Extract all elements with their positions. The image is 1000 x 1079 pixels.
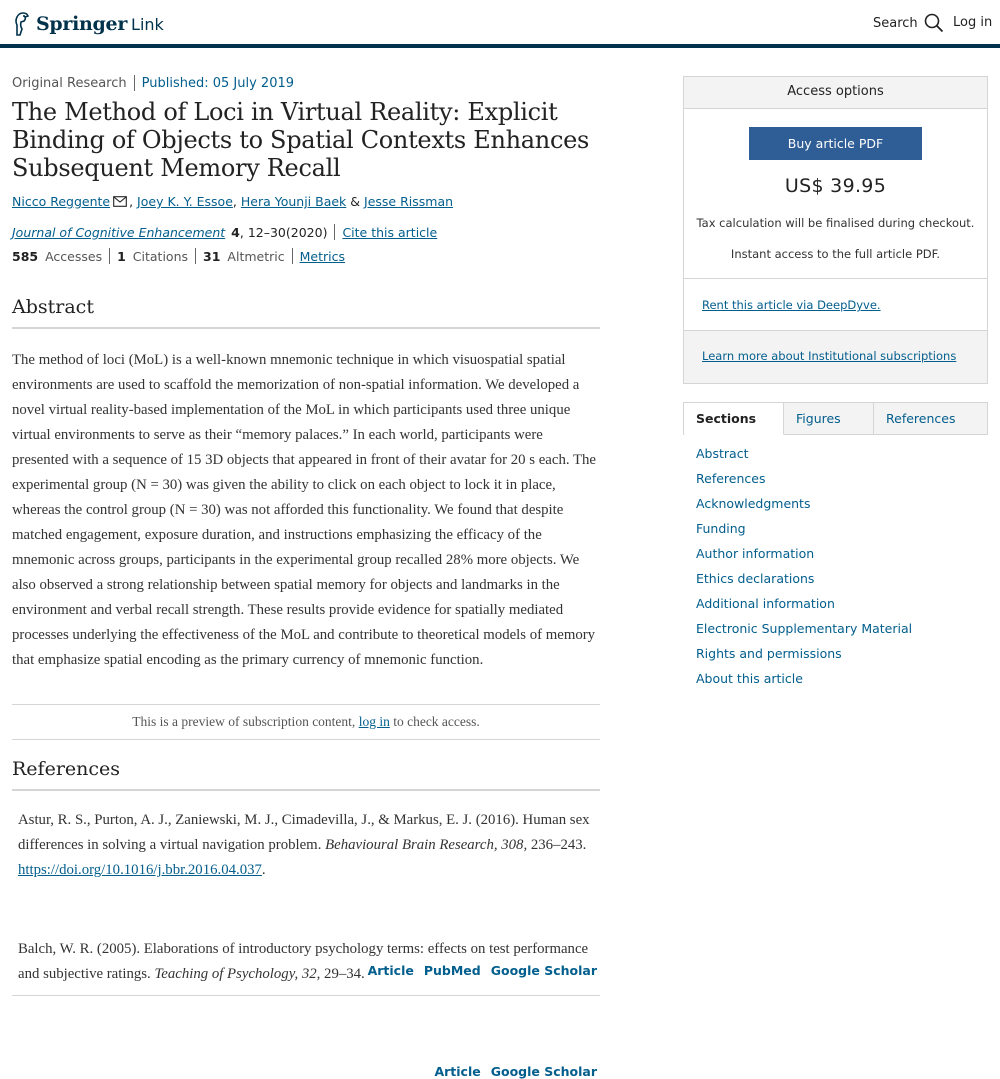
- abstract-text: The method of loci (MoL) is a well-known mnemonic technique in which visuospatial spatial environments are used to scaffold the memorization of non-spatial information. We developed a novel virtual reality-based implementation of the MoL in which participants used three unique virtual environments to serve as their “memory palaces.” In each world, participants were presented with a sequence of 15 3D objects that appeared in front of their avatar for 20 s each. The experimental group (N = 30) was given the ability to click on each object to lock it in place, whereas the control group (N = 30) was not afforded this functionality. We found that despite matched engagement, exposure duration, and instructions emphasizing the efficacy of the mnemonic across groups, participants in the experimental group recalled 28% more objects. We also observed a strong relationship between spatial memory for objects and landmarks in the environment and verbal recall strength. These results provide evidence for spatially mediated processes underlying the effectiveness of the MoL and contribute to theoretical models of memory that emphasize spatial encoding as the primary currency of mnemonic function.: [12, 352, 596, 668]
- author-link[interactable]: Nicco Reggente: [12, 194, 111, 209]
- reference-doi-link[interactable]: https://doi.org/10.1016/j.bbr.2016.04.037: [18, 862, 262, 878]
- citations-count: 1: [117, 248, 126, 264]
- tab-figures[interactable]: Figures: [784, 403, 874, 434]
- metrics-bar: [12, 248, 600, 264]
- section-link-ethics-declarations[interactable]: Ethics declarations: [696, 571, 815, 586]
- references-heading: References: [12, 758, 600, 791]
- reference-text: Astur, R. S., Purton, A. J., Zaniewski, M. J., Cimadevilla, J., & Markus, E. J. (2016). Human sex differences in solving a virtual navigation problem.: [18, 812, 590, 853]
- divider: [109, 248, 110, 264]
- journal-link[interactable]: Journal of Cognitive Enhancement: [12, 224, 226, 240]
- altmetric-count: 31: [203, 248, 221, 264]
- springer-horse-icon: [12, 11, 32, 37]
- cite-article-link[interactable]: Cite this article: [342, 224, 438, 240]
- deepdyve-rent-link[interactable]: Rent this article via DeepDyve.: [702, 298, 881, 312]
- journal-pages: , 12–30(2020): [239, 224, 328, 240]
- author-link[interactable]: Joey K. Y. Essoe: [137, 194, 233, 209]
- section-link-author-information[interactable]: Author information: [696, 546, 815, 561]
- search-button[interactable]: [873, 13, 944, 33]
- reference-pages: 236–243.: [527, 837, 587, 853]
- mail-icon[interactable]: [113, 196, 127, 207]
- author-link[interactable]: Hera Younji Baek: [240, 194, 347, 209]
- article-price: US$ 39.95: [784, 175, 887, 197]
- published-date: Published: 05 July 2019: [141, 75, 295, 91]
- author-list: [12, 194, 600, 209]
- login-link[interactable]: Log in: [953, 15, 993, 30]
- section-link-additional-information[interactable]: Additional information: [696, 596, 835, 611]
- institutional-subscriptions-link[interactable]: Learn more about Institutional subscriptions: [702, 349, 957, 363]
- springerlink-logo[interactable]: [12, 10, 164, 38]
- preview-text-after: to check access.: [389, 714, 480, 729]
- subscription-preview-notice: [12, 704, 600, 740]
- purchase-box: [684, 109, 987, 279]
- reference-divider: [12, 995, 600, 996]
- author-link[interactable]: Jesse Rissman: [364, 194, 454, 209]
- reference-item: [18, 808, 600, 883]
- accesses-label: Accesses: [45, 248, 103, 264]
- metrics-link[interactable]: Metrics: [299, 248, 345, 264]
- instant-access-note: Instant access to the full article PDF.: [730, 247, 941, 261]
- author-separator: ,: [232, 194, 237, 209]
- citation-line: [12, 224, 600, 240]
- section-link-supplementary-material[interactable]: Electronic Supplementary Material: [696, 621, 913, 636]
- divider: [334, 224, 335, 240]
- reference-pubmed-link[interactable]: PubMed: [423, 963, 481, 978]
- section-link-acknowledgments[interactable]: Acknowledgments: [696, 496, 811, 511]
- tab-sections[interactable]: Sections: [684, 403, 784, 435]
- section-link-rights-permissions[interactable]: Rights and permissions: [696, 646, 842, 661]
- access-options-panel: [683, 76, 988, 384]
- section-link-funding[interactable]: Funding: [696, 521, 746, 536]
- section-link-references[interactable]: References: [696, 471, 766, 486]
- section-link-abstract[interactable]: Abstract: [696, 446, 749, 461]
- search-icon: [924, 13, 944, 33]
- divider: [292, 248, 293, 264]
- reference-links: [434, 1064, 597, 1079]
- divider: [195, 248, 196, 264]
- citations-label: Citations: [132, 248, 189, 264]
- reference-journal: Behavioural Brain Research, 308,: [325, 837, 528, 853]
- author-separator: &: [350, 194, 361, 209]
- reference-google-scholar-link[interactable]: Google Scholar: [490, 1064, 597, 1079]
- reference-journal: Teaching of Psychology, 32,: [154, 966, 321, 982]
- deepdyve-rent-row: [684, 279, 987, 331]
- author-separator: ,: [129, 194, 134, 209]
- reference-doi-tail: .: [261, 862, 266, 878]
- reference-item: [18, 937, 600, 987]
- abstract-heading: Abstract: [12, 296, 600, 329]
- tab-references[interactable]: References: [886, 411, 956, 426]
- site-header: [0, 0, 1000, 48]
- search-label: Search: [873, 15, 918, 31]
- sections-nav: [696, 443, 986, 693]
- institutional-row: [684, 331, 987, 382]
- reference-article-link[interactable]: Article: [434, 1064, 481, 1079]
- reference-article-link[interactable]: Article: [367, 963, 414, 978]
- reference-text: Balch, W. R. (2005). Elaborations of introductory psychology terms: effects on test performance and subjective ratings.: [18, 941, 589, 982]
- article-meta: [12, 72, 600, 94]
- article-type: Original Research: [12, 75, 127, 91]
- altmetric-label: Altmetric: [227, 248, 285, 264]
- preview-text-before: This is a preview of subscription content,: [132, 714, 359, 729]
- article-main: [12, 72, 600, 1079]
- reference-google-scholar-link[interactable]: Google Scholar: [490, 963, 597, 978]
- tax-note: Tax calculation will be finalised during checkout.: [696, 216, 975, 230]
- access-options-title: Access options: [684, 77, 987, 109]
- accesses-count: 585: [12, 248, 39, 264]
- logo-suffix-text: Link: [131, 14, 164, 34]
- journal-volume: 4: [231, 224, 240, 240]
- reference-pages: 29–34.: [320, 966, 365, 982]
- divider: [134, 75, 135, 91]
- preview-login-link[interactable]: log in: [358, 714, 390, 729]
- sidebar-tabs: [683, 402, 988, 435]
- logo-brand-text: Springer: [36, 13, 128, 35]
- section-link-about-article[interactable]: About this article: [696, 671, 803, 686]
- buy-article-pdf-button[interactable]: Buy article PDF: [749, 127, 922, 160]
- article-title: The Method of Loci in Virtual Reality: Explicit Binding of Objects to Spatial Contexts Enhances Subsequent Memory Recall: [12, 98, 590, 182]
